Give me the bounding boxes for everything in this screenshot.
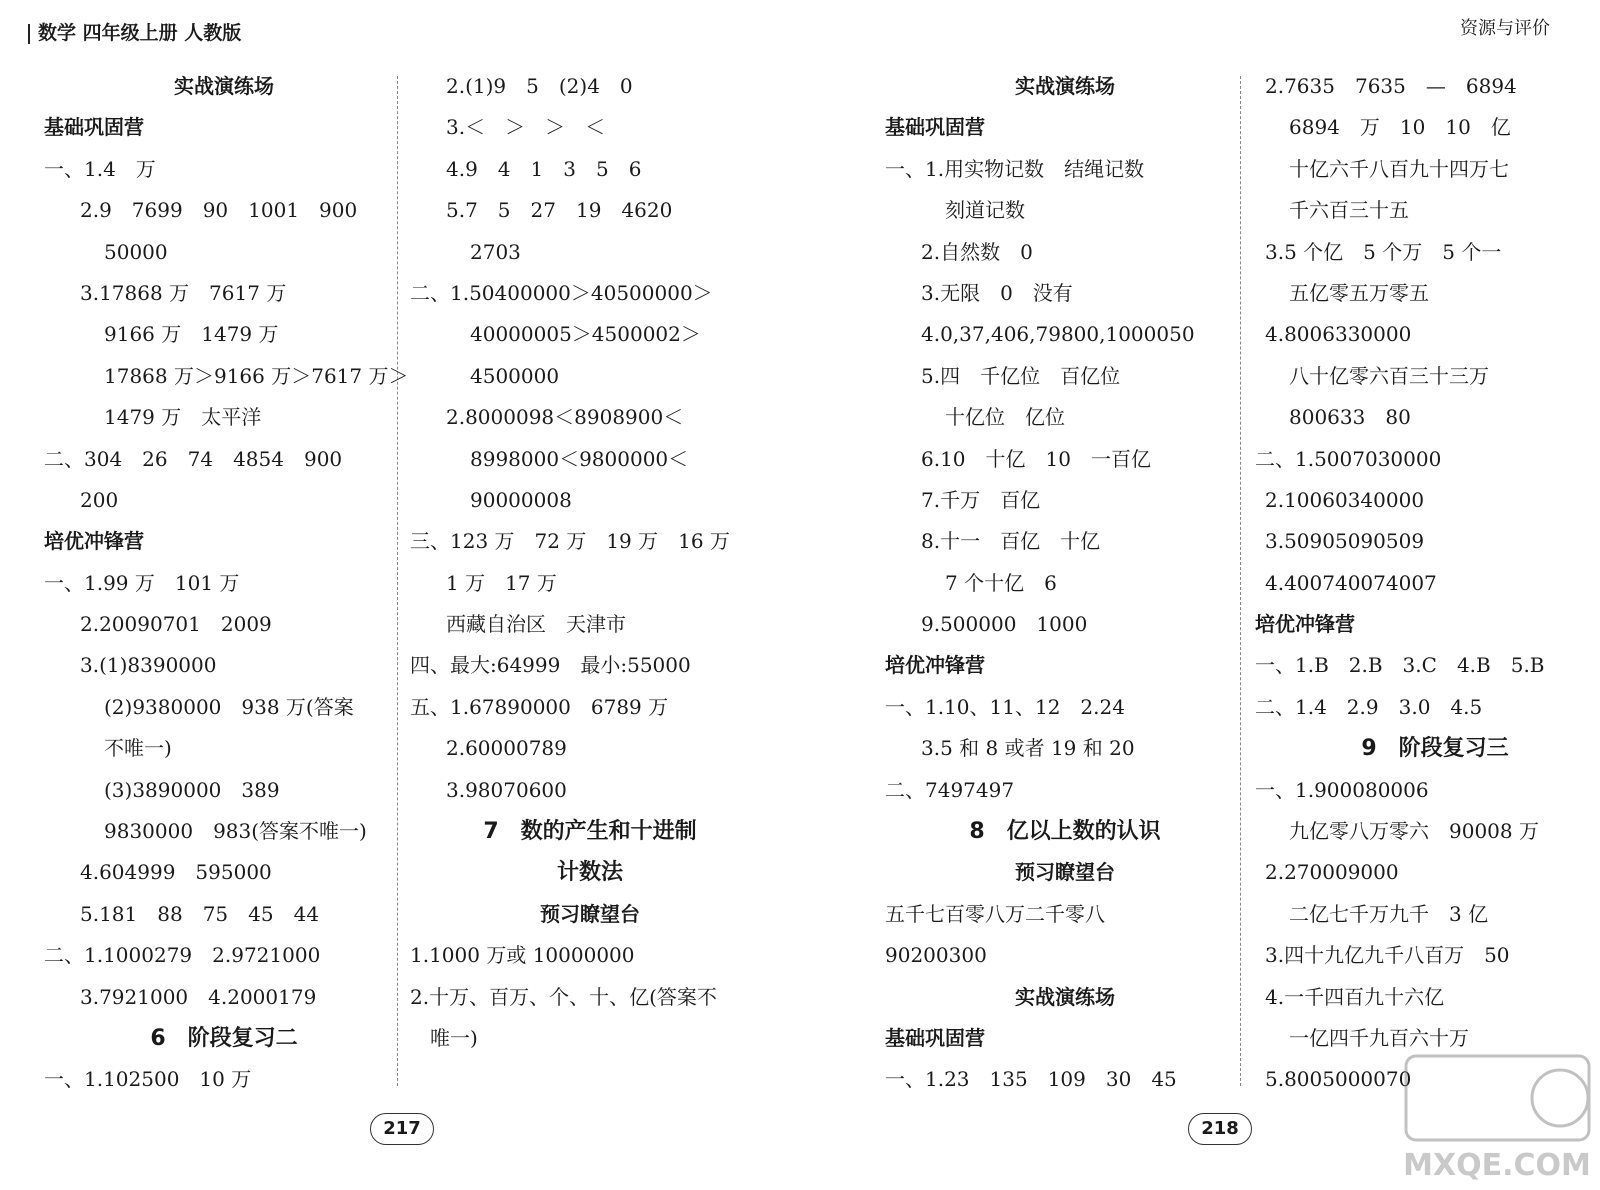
answer-line: 一亿四千九百六十万	[1289, 1025, 1469, 1050]
answer-line: 五千七百零八万二千零八	[885, 901, 1105, 926]
answer-line: 不唯一)	[104, 736, 172, 761]
answer-line: 3.5 和 8 或者 19 和 20	[921, 736, 1135, 761]
answer-line: 3.＜ ＞ ＞ ＜	[446, 115, 606, 140]
answer-line: 3.7921000 4.2000179	[80, 984, 317, 1009]
answer-line: 二、1.5007030000	[1255, 446, 1442, 471]
answer-line: 2.十万、百万、个、十、亿(答案不	[410, 984, 717, 1009]
subsection-heading: 培优冲锋营	[885, 653, 985, 678]
answer-line: 4.9 4 1 3 5 6	[446, 156, 642, 181]
answer-line: (2)9380000 938 万(答案	[104, 694, 354, 719]
answer-line: 3.50905090509	[1265, 529, 1425, 554]
answer-line: 200	[80, 487, 119, 512]
answer-line: 2.(1)9 5 (2)4 0	[446, 74, 633, 98]
answer-line: 一、1.900080006	[1255, 777, 1429, 802]
answer-line: 2.自然数 0	[921, 239, 1033, 264]
answer-line: 一、1.23 135 109 30 45	[885, 1067, 1177, 1092]
answer-line: 7.千万 百亿	[921, 487, 1041, 512]
subsection-heading: 基础巩固营	[44, 115, 144, 140]
answer-line: 千六百三十五	[1289, 198, 1409, 223]
answer-line: 3.四十九亿九千八百万 50	[1265, 943, 1510, 968]
answer-line: 二、1.4 2.9 3.0 4.5	[1255, 694, 1483, 719]
answer-line: 三、123 万 72 万 19 万 16 万	[410, 529, 730, 554]
header-right: 资源与评价	[1460, 18, 1550, 39]
answer-line: 6894 万 10 10 亿	[1289, 115, 1511, 140]
section-title: 计数法	[556, 860, 623, 886]
answer-line: 5.8005000070	[1265, 1067, 1412, 1092]
section-title: 6 阶段复习二	[150, 1025, 298, 1051]
column-2	[410, 66, 770, 1059]
watermark-logo	[1400, 1050, 1595, 1185]
answer-line: 3.(1)8390000	[80, 653, 217, 678]
answer-line: 40000005＞4500002＞	[470, 322, 701, 347]
answer-line: 5.7 5 27 19 4620	[446, 198, 673, 223]
answer-line: 3.98070600	[446, 777, 567, 802]
answer-line: 4.604999 595000	[80, 860, 272, 885]
answer-line: 90200300	[885, 943, 987, 968]
answer-line: 3.17868 万 7617 万	[80, 280, 287, 305]
column-1	[44, 66, 409, 1101]
answer-line: 2.9 7699 90 1001 900	[80, 198, 358, 223]
answer-line: 一、1.4 万	[44, 156, 156, 181]
answer-line: 二、304 26 74 4854 900	[44, 446, 343, 471]
answer-line: 九亿零八万零六 90008 万	[1289, 819, 1539, 844]
subsection-heading: 培优冲锋营	[44, 529, 144, 554]
column-3	[885, 66, 1245, 1101]
header-bar	[28, 24, 30, 44]
answer-line: 5.181 88 75 45 44	[80, 901, 320, 926]
answer-line: 4.一千四百九十六亿	[1265, 984, 1445, 1009]
answer-line: 4.8006330000	[1265, 322, 1412, 347]
answer-line: 2703	[470, 239, 521, 264]
answer-line: 50000	[104, 239, 168, 264]
answer-line: 2.8000098＜8908900＜	[446, 405, 684, 430]
answer-line: 十亿位 亿位	[945, 405, 1065, 430]
column-4	[1255, 66, 1600, 1101]
answer-line: 800633 80	[1289, 405, 1411, 430]
answer-line: 5.四 千亿位 百亿位	[921, 363, 1121, 388]
answer-line: 八十亿零六百三十三万	[1289, 363, 1489, 388]
answer-line: 6.10 十亿 10 一百亿	[921, 446, 1151, 471]
answer-line: 3.5 个亿 5 个万 5 个一	[1265, 239, 1502, 264]
answer-line: 17868 万＞9166 万＞7617 万＞	[104, 363, 409, 388]
answer-line: 一、1.10、11、12 2.24	[885, 694, 1125, 719]
answer-line: 90000008	[470, 487, 572, 512]
section-title: 实战演练场	[1015, 984, 1115, 1009]
answer-line: 7 个十亿 6	[945, 570, 1057, 595]
subsection-heading: 基础巩固营	[885, 1025, 985, 1050]
section-title: 8 亿以上数的认识	[969, 819, 1161, 845]
answer-line: 1.1000 万或 10000000	[410, 943, 635, 968]
section-title: 9 阶段复习三	[1361, 736, 1509, 762]
answer-line: 9830000 983(答案不唯一)	[104, 819, 367, 844]
page-number-left: 217	[370, 1113, 434, 1145]
subsection-heading: 基础巩固营	[885, 115, 985, 140]
answer-line: 2.10060340000	[1265, 487, 1425, 512]
header-left	[28, 18, 241, 45]
page-number-right: 218	[1188, 1113, 1252, 1145]
section-title: 预习瞭望台	[1015, 860, 1115, 885]
section-title: 预习瞭望台	[540, 901, 640, 926]
answer-line: 9.500000 1000	[921, 612, 1088, 637]
answer-line: 十亿六千八百九十四万七	[1289, 156, 1509, 181]
watermark-text: MXQE.COM	[1403, 1148, 1591, 1183]
answer-line: 1 万 17 万	[446, 570, 557, 595]
header-left-text: 数学 四年级上册 人教版	[38, 22, 242, 44]
answer-line: 五亿零五万零五	[1289, 280, 1429, 305]
answer-line: 2.7635 7635 — 6894	[1265, 74, 1517, 98]
answer-line: 二、1.1000279 2.9721000	[44, 943, 321, 968]
answer-line: 二、7497497	[885, 777, 1015, 802]
answer-line: 二、1.50400000＞40500000＞	[410, 280, 713, 305]
answer-line: 2.20090701 2009	[80, 612, 272, 637]
subsection-heading: 培优冲锋营	[1255, 612, 1355, 637]
answer-line: 9166 万 1479 万	[104, 322, 279, 347]
answer-line: 2.60000789	[446, 736, 567, 761]
section-title: 7 数的产生和十进制	[483, 819, 697, 845]
answer-line: 2.270009000	[1265, 860, 1399, 885]
answer-line: 8998000＜9800000＜	[470, 446, 689, 471]
section-title: 实战演练场	[174, 74, 274, 98]
answer-line: 8.十一 百亿 十亿	[921, 529, 1101, 554]
answer-line: 1479 万 太平洋	[104, 405, 262, 430]
answer-line: 四、最大:64999 最小:55000	[410, 653, 691, 678]
answer-line: 五、1.67890000 6789 万	[410, 694, 669, 719]
answer-line: 4.400740074007	[1265, 570, 1437, 595]
answer-line: 一、1.用实物记数 结绳记数	[885, 156, 1145, 181]
answer-line: 刻道记数	[945, 198, 1025, 223]
section-title: 实战演练场	[1015, 74, 1115, 98]
answer-line: (3)3890000 389	[104, 777, 280, 802]
answer-line: 西藏自治区 天津市	[446, 612, 626, 637]
answer-line: 4.0,37,406,79800,1000050	[921, 322, 1195, 347]
answer-line: 一、1.102500 10 万	[44, 1067, 252, 1092]
answer-line: 4500000	[470, 363, 560, 388]
answer-line: 二亿七千万九千 3 亿	[1289, 901, 1489, 926]
answer-line: 一、1.99 万 101 万	[44, 570, 240, 595]
answer-line: 3.无限 0 没有	[921, 280, 1073, 305]
answer-line: 唯一)	[430, 1025, 478, 1050]
answer-line: 一、1.B 2.B 3.C 4.B 5.B	[1255, 653, 1545, 678]
